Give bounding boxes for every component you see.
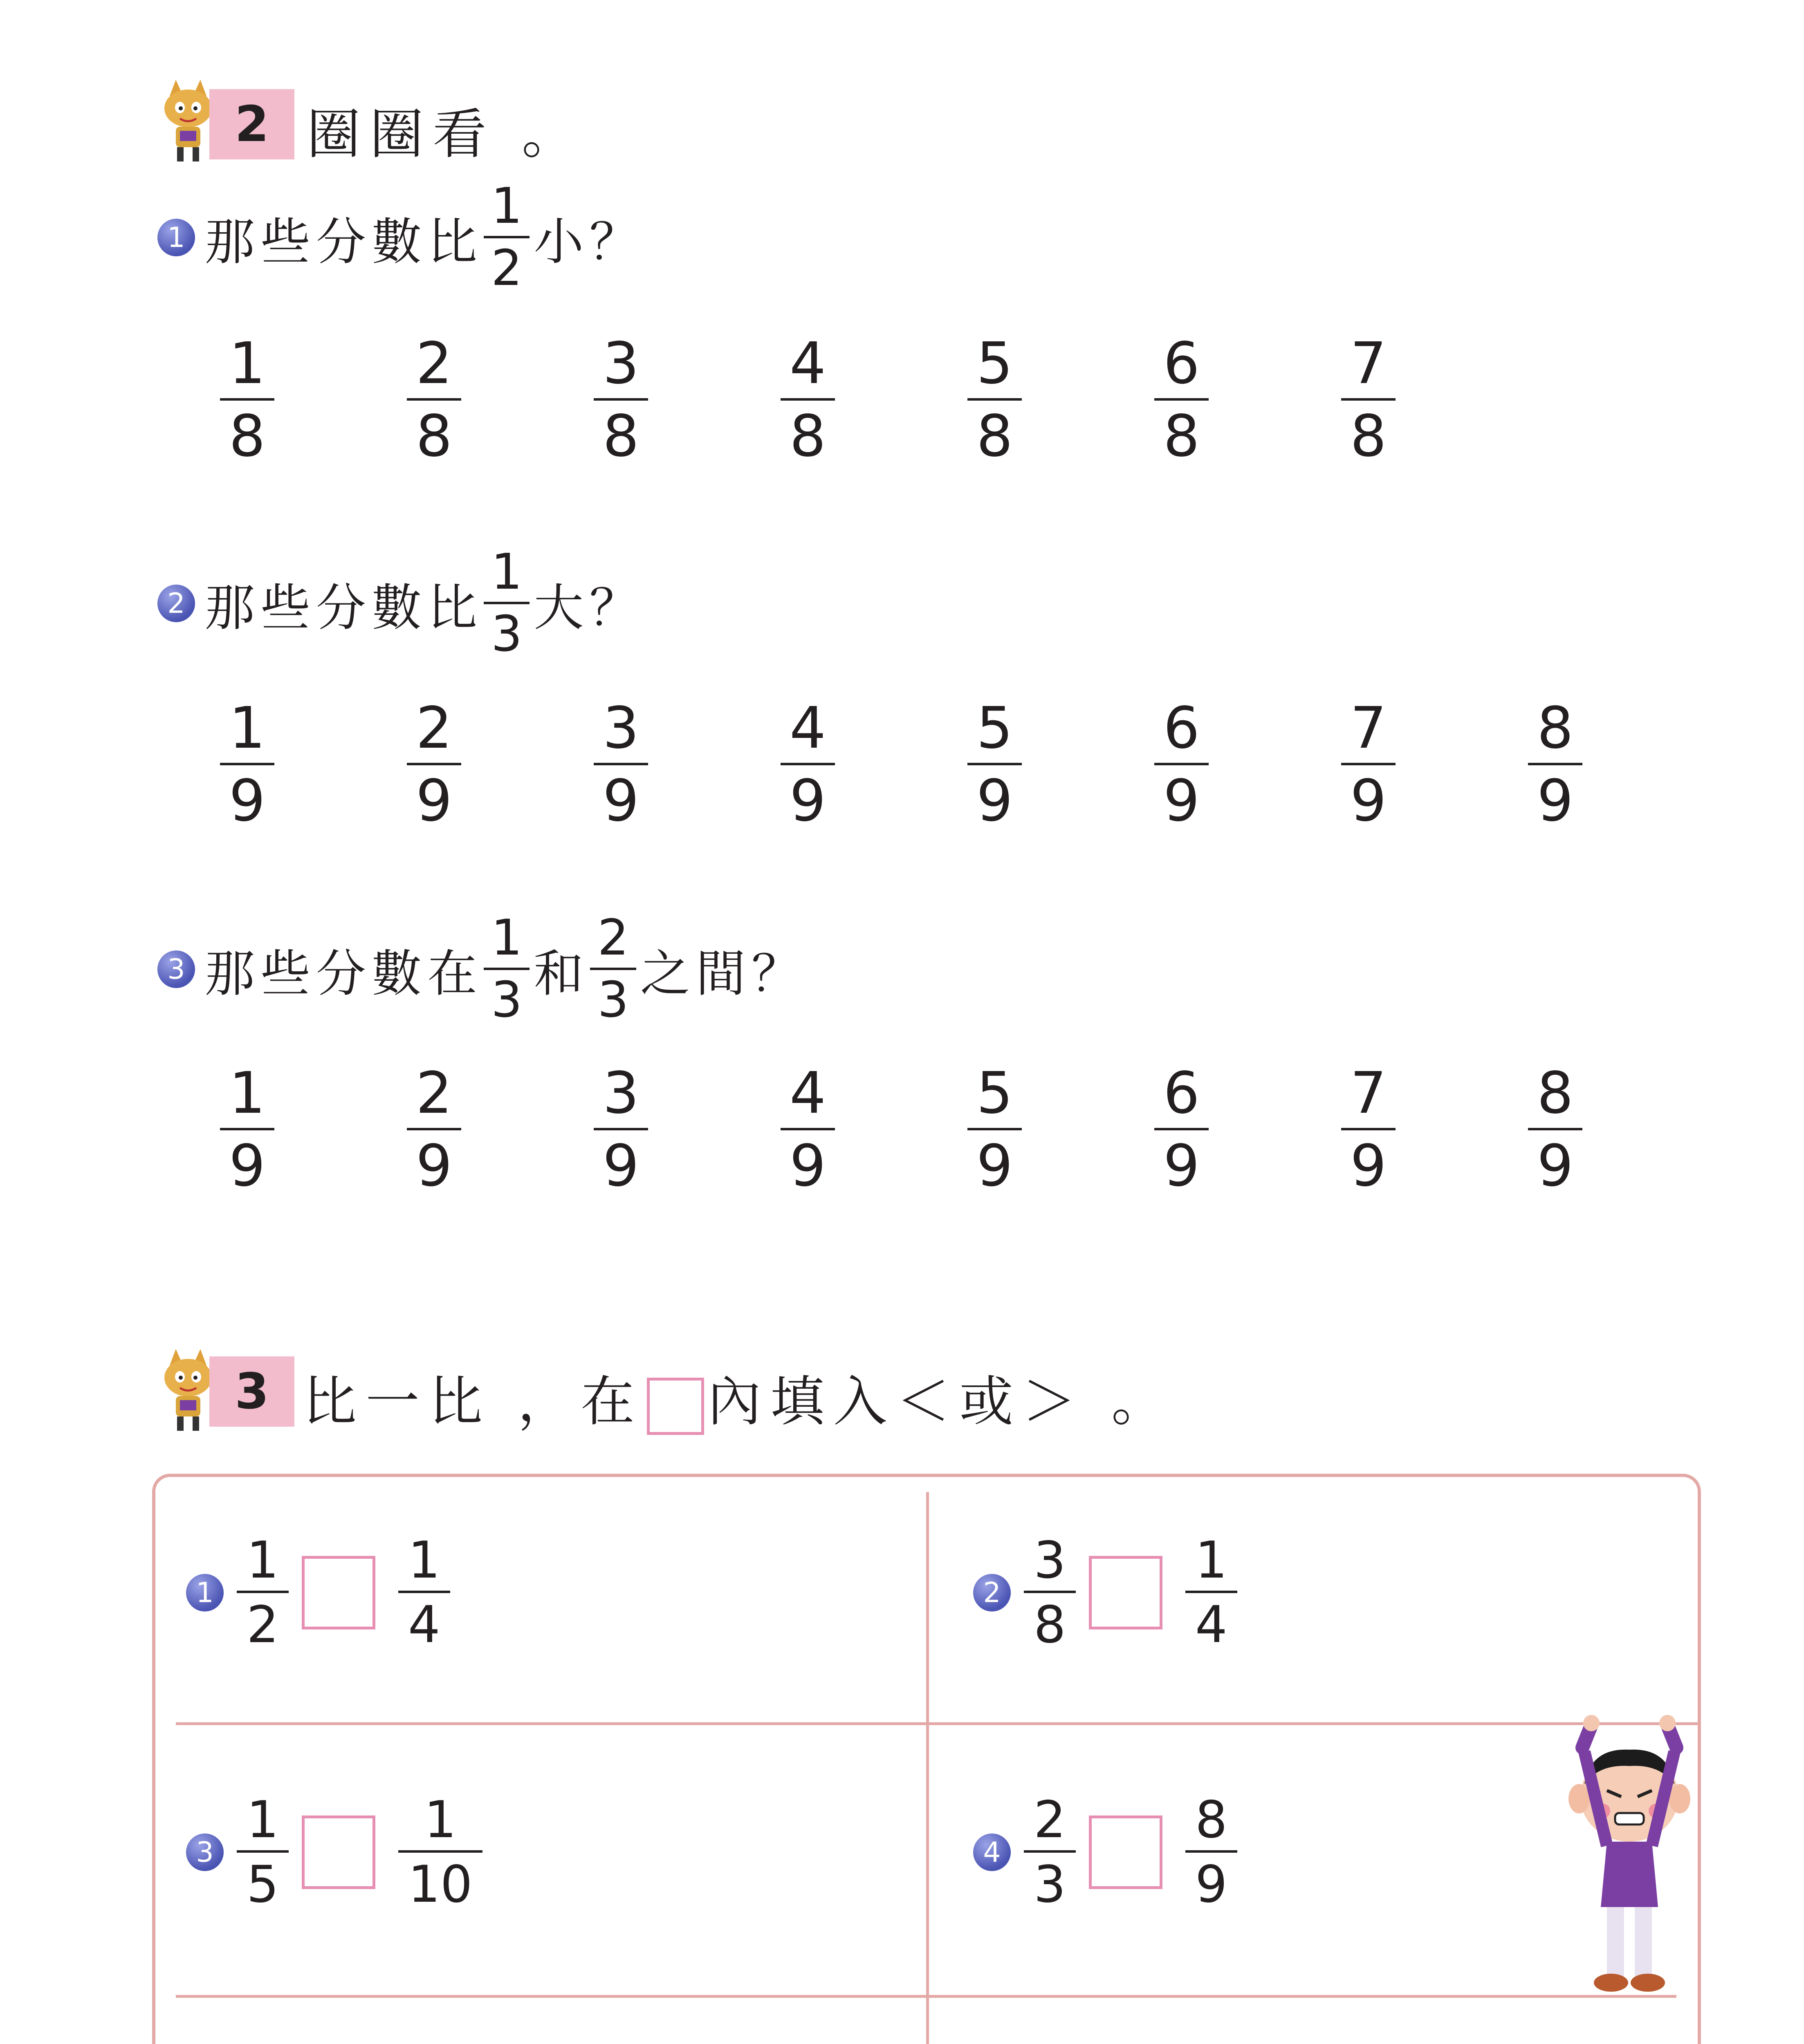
question-2-prefix: 那些分數比 [205,578,483,637]
fraction-numerator: 3 [603,1060,639,1127]
option-fraction[interactable] [229,1060,266,1199]
fraction-numerator: 1 [424,1791,457,1849]
fraction-numerator: 3 [603,330,639,397]
fraction-denominator: 9 [229,768,266,834]
question-3-suffix: 之間？ [640,944,807,1003]
fraction-denominator: 9 [790,1133,826,1199]
fraction-numerator: 6 [1163,330,1200,397]
question-1-suffix: 小？ [534,213,645,271]
fraction-numerator: 2 [416,330,453,397]
fraction-numerator: 1 [229,695,266,762]
option-fraction[interactable] [416,1060,453,1199]
fraction-bar [1341,763,1396,765]
option-fraction[interactable] [976,1060,1013,1199]
question-3-number: 3 [157,950,195,988]
question-2 [157,544,645,663]
question-3-options [0,1060,1804,1199]
fraction-bar [967,398,1022,401]
fraction-denominator: 9 [976,768,1013,834]
section-2-title: 圈圈看 。 [307,103,585,166]
fraction-numerator: 4 [790,330,826,397]
panel-vertical-divider [926,1492,929,2044]
fraction-denominator: 9 [603,1133,639,1199]
question-3 [157,910,807,1029]
fraction-bar [1185,1850,1237,1853]
fraction-numerator: 2 [1034,1791,1066,1849]
option-fraction[interactable] [790,695,826,834]
compare-item-4 [973,1791,1227,1914]
boy-illustration-icon [1546,1715,1717,2001]
fraction-bar [220,763,274,765]
fraction-numerator: 1 [491,178,523,235]
option-fraction[interactable] [229,695,266,834]
fraction-bar [1154,398,1209,401]
question-3-middle: 和 [534,944,590,1003]
fraction-numerator: 2 [597,910,629,966]
fraction-denominator: 8 [1350,403,1387,470]
fraction-bar [484,968,530,970]
section-3-number: 3 [235,1363,269,1420]
panel-divider-1 [176,1722,1701,1725]
fraction-denominator: 3 [597,972,629,1029]
fraction-numerator: 3 [1034,1531,1066,1590]
fraction-numerator: 4 [790,1060,826,1127]
fraction-bar [590,968,636,970]
fraction-numerator: 5 [976,1060,1013,1127]
fraction-numerator: 1 [491,544,523,601]
option-fraction[interactable] [976,330,1013,470]
fraction-bar [967,1128,1022,1130]
option-fraction[interactable] [603,330,639,470]
item-1-right-fraction [408,1531,440,1654]
option-fraction[interactable] [229,330,266,470]
fraction-numerator: 4 [790,695,826,762]
option-fraction[interactable] [1350,1060,1387,1199]
section-3-title-after: 內填入＜或＞ 。 [707,1370,1174,1433]
option-fraction[interactable] [1350,695,1387,834]
section-3-title [303,1358,1174,1436]
fraction-denominator: 3 [491,972,523,1029]
question-2-number: 2 [157,585,195,622]
fraction-numerator: 1 [247,1791,279,1849]
fraction-numerator: 2 [416,1060,453,1127]
item-3-answer-box[interactable] [302,1815,375,1889]
option-fraction[interactable] [416,695,453,834]
fraction-denominator: 3 [491,606,523,663]
item-3-number: 3 [186,1833,224,1871]
question-2-reference-fraction [491,544,523,663]
fraction-denominator: 9 [1163,768,1200,834]
fraction-bar [781,398,835,401]
option-fraction[interactable] [1537,695,1574,834]
panel-divider-2 [176,1995,1676,1998]
fraction-numerator: 7 [1350,330,1387,397]
section-2-badge [209,89,294,159]
option-fraction[interactable] [1350,330,1387,470]
fraction-numerator: 7 [1350,1060,1387,1127]
fraction-bar [594,763,648,765]
fraction-numerator: 2 [416,695,453,762]
fraction-bar [220,1128,274,1130]
fraction-denominator: 9 [603,768,639,834]
fraction-bar [220,398,274,401]
fraction-denominator: 8 [976,403,1013,470]
fraction-numerator: 1 [229,330,266,397]
fraction-denominator: 2 [247,1596,279,1654]
fraction-denominator: 8 [229,403,266,470]
option-fraction[interactable] [976,695,1013,834]
question-1-number: 1 [157,219,195,256]
fraction-denominator: 8 [1034,1596,1066,1654]
fraction-bar [594,1128,648,1130]
fraction-numerator: 5 [976,330,1013,397]
fraction-numerator: 8 [1537,695,1574,762]
fraction-bar [1024,1591,1076,1593]
option-fraction[interactable] [1537,1060,1574,1199]
fraction-bar [1154,763,1209,765]
fraction-bar [594,398,648,401]
fraction-bar [407,398,461,401]
fraction-denominator: 10 [408,1855,473,1914]
option-fraction[interactable] [1163,330,1200,470]
item-2-answer-box[interactable] [1089,1556,1162,1629]
option-fraction[interactable] [603,1060,639,1199]
fraction-numerator: 8 [1195,1791,1227,1849]
item-1-answer-box[interactable] [302,1556,375,1629]
fraction-denominator: 4 [408,1596,440,1654]
fraction-denominator: 8 [603,403,639,470]
question-1-options [0,330,1804,470]
fraction-denominator: 9 [229,1133,266,1199]
fraction-bar [484,236,530,238]
fraction-numerator: 1 [1195,1531,1227,1590]
question-2-options [0,695,1804,834]
fraction-bar [781,763,835,765]
question-1 [157,178,645,297]
fraction-denominator: 9 [1195,1855,1227,1914]
fraction-denominator: 8 [1163,403,1200,470]
option-fraction[interactable] [603,695,639,834]
compare-item-1 [186,1531,440,1654]
fraction-denominator: 2 [491,240,523,297]
item-1-number: 1 [186,1574,224,1611]
item-4-right-fraction [1195,1791,1227,1914]
fraction-bar [237,1591,289,1593]
fraction-denominator: 9 [790,768,826,834]
fraction-bar [1341,398,1396,401]
fraction-denominator: 5 [247,1855,279,1914]
question-2-suffix: 大？ [534,578,645,637]
option-fraction[interactable] [1163,1060,1200,1199]
section-3-badge [209,1356,294,1427]
option-fraction[interactable] [790,1060,826,1199]
section-2-number: 2 [235,96,269,153]
fraction-bar [781,1128,835,1130]
fraction-numerator: 8 [1537,1060,1574,1127]
fraction-bar [1341,1128,1396,1130]
fraction-denominator: 9 [976,1133,1013,1199]
fraction-numerator: 1 [408,1531,440,1590]
fraction-numerator: 3 [603,695,639,762]
fraction-bar [967,763,1022,765]
fraction-bar [237,1850,289,1853]
fraction-denominator: 8 [790,403,826,470]
fraction-denominator: 9 [416,768,453,834]
fraction-bar [1528,1128,1582,1130]
fraction-bar [407,763,461,765]
fraction-numerator: 1 [491,910,523,966]
fraction-denominator: 9 [1350,1133,1387,1199]
fraction-denominator: 9 [416,1133,453,1199]
fraction-bar [1154,1128,1209,1130]
item-2-right-fraction [1195,1531,1227,1654]
question-3-prefix: 那些分數在 [205,944,483,1003]
fraction-denominator: 9 [1163,1133,1200,1199]
fraction-denominator: 9 [1537,768,1574,834]
item-3-right-fraction [408,1791,473,1914]
answer-box-sample [647,1378,704,1435]
item-3-left-fraction [247,1791,279,1914]
compare-item-3 [186,1791,473,1914]
compare-item-2 [973,1531,1227,1654]
option-fraction[interactable] [790,330,826,470]
section-3-title-before: 比一比 ，在 [303,1370,644,1433]
question-1-prefix: 那些分數比 [205,213,483,271]
question-3-upper-fraction [597,910,629,1029]
fraction-bar [484,602,530,604]
fraction-bar [1185,1591,1237,1593]
fraction-bar [1528,763,1582,765]
fraction-bar [398,1591,450,1593]
fraction-bar [407,1128,461,1130]
fraction-numerator: 1 [229,1060,266,1127]
item-4-answer-box[interactable] [1089,1815,1162,1889]
question-1-reference-fraction [491,178,523,297]
item-2-number: 2 [973,1574,1011,1611]
question-3-lower-fraction [491,910,523,1029]
fraction-denominator: 8 [416,403,453,470]
item-4-left-fraction [1034,1791,1066,1914]
fraction-denominator: 3 [1034,1855,1066,1914]
fraction-denominator: 9 [1350,768,1387,834]
item-4-number: 4 [973,1833,1011,1871]
option-fraction[interactable] [416,330,453,470]
fraction-bar [398,1850,482,1853]
fraction-denominator: 9 [1537,1133,1574,1199]
fraction-numerator: 7 [1350,695,1387,762]
fraction-bar [1024,1850,1076,1853]
option-fraction[interactable] [1163,695,1200,834]
fraction-numerator: 1 [247,1531,279,1590]
item-1-left-fraction [247,1531,279,1654]
fraction-numerator: 6 [1163,1060,1200,1127]
item-2-left-fraction [1034,1531,1066,1654]
fraction-numerator: 5 [976,695,1013,762]
fraction-numerator: 6 [1163,695,1200,762]
fraction-denominator: 4 [1195,1596,1227,1654]
